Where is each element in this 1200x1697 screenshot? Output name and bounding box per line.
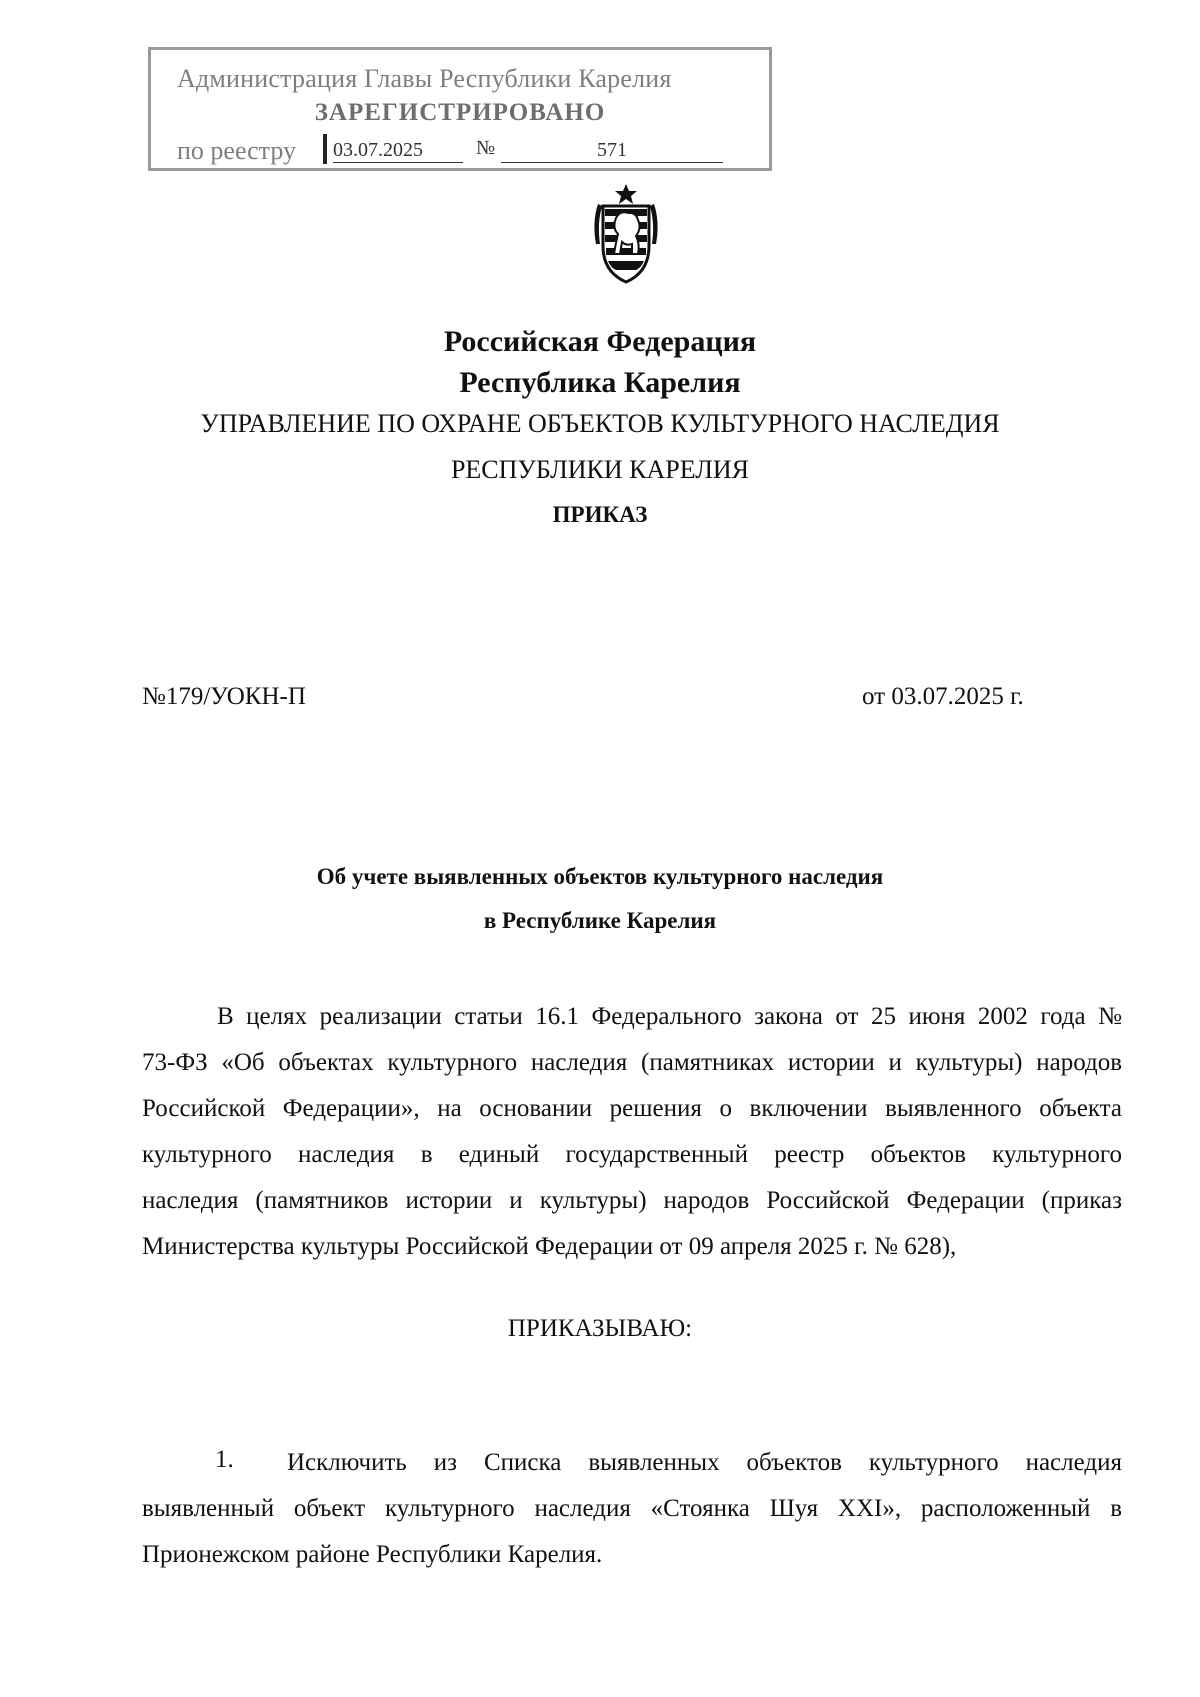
registration-stamp <box>148 47 772 171</box>
preamble-line: Министерства культуры Российской Федерации от 09 апреля 2025 г. № 628), <box>142 1233 957 1260</box>
preamble-line: В целях реализации статьи 16.1 Федерального закона от 25 июня 2002 года № <box>217 1003 1122 1030</box>
decree-word: ПРИКАЗЫВАЮ: <box>507 1315 693 1342</box>
republic-title: Республика Карелия <box>459 366 741 399</box>
stamp-registry-label: по реестру <box>177 136 297 165</box>
stamp-registered: ЗАРЕГИСТРИРОВАНО <box>314 99 606 126</box>
subject-line-1: Об учете выявленных объектов культурного наследия <box>316 864 884 889</box>
stamp-divider <box>323 134 327 164</box>
item-number: 1. <box>215 1446 234 1473</box>
item-line: Прионежском районе Республики Карелия. <box>142 1541 603 1568</box>
item-line: Исключить из Списка выявленных объектов культурного наследия <box>287 1449 1122 1476</box>
item-line: выявленный объект культурного наследия «Стоянка Шуя XXI», расположенный в <box>142 1495 1122 1522</box>
agency-line-1: УПРАВЛЕНИЕ ПО ОХРАНЕ ОБЪЕКТОВ КУЛЬТУРНОГО НАСЛЕДИЯ <box>200 409 1000 438</box>
preamble-line: 73-ФЗ «Об объектах культурного наследия (памятниках истории и культуры) народов <box>142 1049 1122 1076</box>
order-date: от 03.07.2025 г. <box>862 683 1024 710</box>
coat-of-arms-icon <box>586 182 666 286</box>
preamble-line: наследия (памятников истории и культуры) народов Российской Федерации (приказ <box>142 1187 1122 1214</box>
item-paragraph <box>142 1440 1122 1578</box>
preamble-paragraph <box>142 994 1122 1270</box>
stamp-authority: Администрация Главы Республики Карелия <box>177 64 672 93</box>
preamble-line: культурного наследия в единый государственный реестр объектов культурного <box>142 1141 1122 1168</box>
order-number: №179/УОКН-П <box>142 683 306 710</box>
stamp-number-sign: № <box>476 137 496 159</box>
stamp-number: 571 <box>501 139 723 163</box>
subject-line-2: в Республике Карелия <box>483 908 717 933</box>
preamble-line: Российской Федерации», на основании решения о включении выявленного объекта <box>142 1095 1122 1122</box>
agency-line-2: РЕСПУБЛИКИ КАРЕЛИЯ <box>450 455 750 484</box>
stamp-date: 03.07.2025 <box>333 139 463 163</box>
country-title: Российская Федерация <box>443 325 757 358</box>
document-type: ПРИКАЗ <box>552 502 648 527</box>
